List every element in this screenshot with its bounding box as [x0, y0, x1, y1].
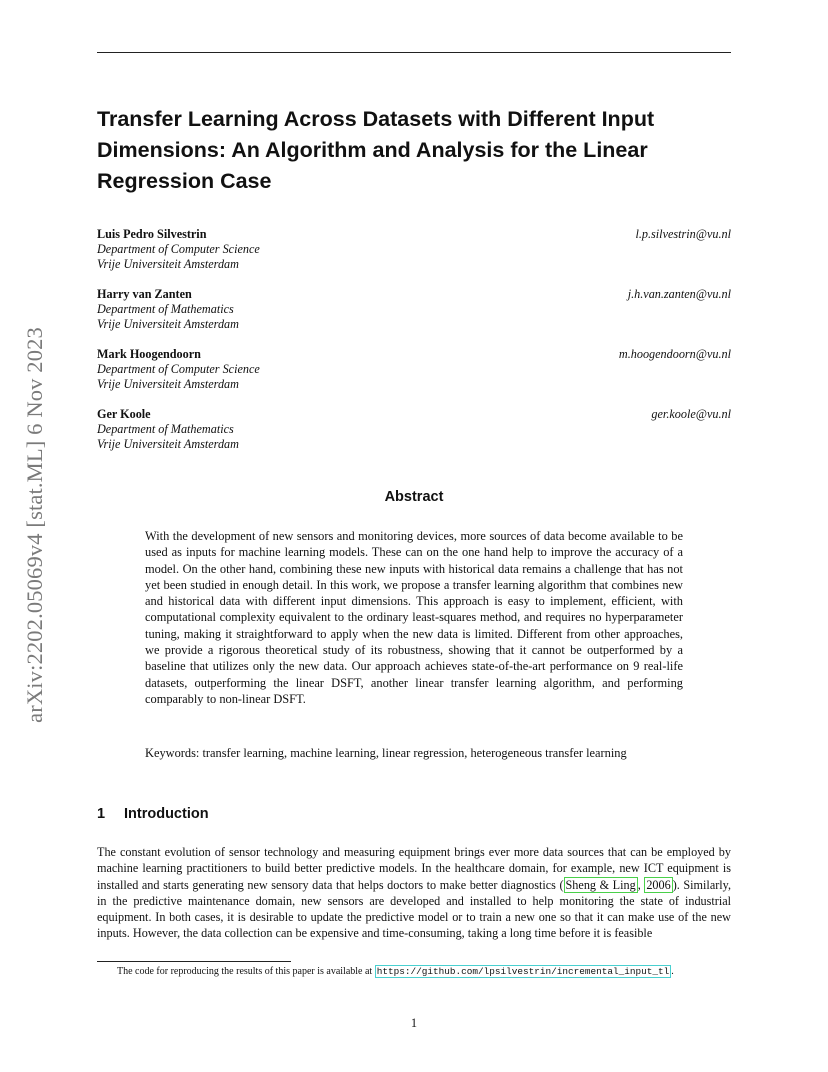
- author-email[interactable]: ger.koole@vu.nl: [651, 407, 731, 421]
- author-university: Vrije Universiteit Amsterdam: [97, 257, 239, 271]
- footnote-rule: [97, 961, 291, 962]
- footnote-end: .: [671, 966, 674, 977]
- citation-link[interactable]: Sheng & Ling: [565, 877, 636, 892]
- intro-text-start: The constant evolution of sensor technology and measuring equipment brings ever more data sources that can be employed by machine learning practitioners to build better predictive models. In the healthcare domain, for example, new ICT equipment is installed and starts generating new sensory data that helps doctors to make better diagnostics (: [97, 845, 731, 892]
- citation-year-link[interactable]: 2006: [646, 877, 671, 892]
- footnote-text: The code for reproducing the results of this paper is available at: [117, 966, 375, 977]
- citation-separator: ,: [637, 877, 645, 892]
- author-block: [97, 287, 731, 332]
- arxiv-identifier: [22, 285, 48, 765]
- paper-title: Transfer Learning Across Datasets with Different Input Dimensions: An Algorithm and Analysis for the Linear Regression Case: [97, 107, 655, 193]
- author-department: Department of Mathematics: [97, 422, 234, 436]
- author-email[interactable]: m.hoogendoorn@vu.nl: [618, 347, 731, 361]
- author-email[interactable]: l.p.silvestrin@vu.nl: [635, 227, 731, 241]
- author-name: Mark Hoogendoorn: [97, 347, 201, 361]
- author-university: Vrije Universiteit Amsterdam: [97, 377, 239, 391]
- code-url-link[interactable]: https://github.com/lpsilvestrin/incremental_input_tl: [376, 966, 670, 977]
- author-department: Department of Computer Science: [97, 242, 260, 256]
- page-number: 1: [410, 1016, 418, 1030]
- intro-text-end: ). Similarly, in the predictive maintenance domain, new sensors are developed and installed to help monitoring the state of industrial equipment. In both cases, it is desirable to update the predictive model or to train a new one so that it can make use of the new inputs. However, the data collection can be expensive and time-consuming, taking a long time before it is feasible: [97, 877, 732, 941]
- author-department: Department of Computer Science: [97, 362, 260, 376]
- author-block: [97, 407, 731, 452]
- author-block: [97, 347, 731, 392]
- abstract-heading: Abstract: [384, 489, 444, 505]
- author-university: Vrije Universiteit Amsterdam: [97, 317, 239, 331]
- author-name: Luis Pedro Silvestrin: [97, 227, 207, 241]
- section-number: 1: [97, 806, 106, 822]
- section-heading: [97, 806, 209, 822]
- author-university: Vrije Universiteit Amsterdam: [97, 437, 239, 451]
- author-name: Harry van Zanten: [97, 287, 192, 301]
- footnote: [97, 965, 731, 979]
- author-name: Ger Koole: [97, 407, 151, 421]
- intro-paragraph: [97, 844, 731, 942]
- author-department: Department of Mathematics: [97, 302, 234, 316]
- author-email[interactable]: j.h.van.zanten@vu.nl: [627, 287, 731, 301]
- section-title: Introduction: [124, 806, 209, 822]
- top-rule: [97, 52, 731, 53]
- author-block: [97, 227, 731, 272]
- keywords: Keywords: transfer learning, machine learning, linear regression, heterogeneous transfer learning: [145, 746, 627, 760]
- arxiv-identifier-text[interactable]: arXiv:2202.05069v4 [stat.ML] 6 Nov 2023: [22, 327, 47, 723]
- abstract-text: With the development of new sensors and monitoring devices, more sources of data become available to be used as inputs for machine learning models. These can on the one hand help to improve the accuracy of a model. On the other hand, combining these new inputs with historical data remains a challenge that has not yet been studied in enough detail. In this work, we propose a transfer learning algorithm that combines new and historical data with different input dimensions. This approach is easy to implement, efficient, with computational complexity equivalent to the ordinary least-squares method, and requires no hyperparameter tuning, making it straightforward to apply when the new data is limited. Different from other approaches, we provide a rigorous theoretical study of its robustness, showing that it cannot be outperformed by a baseline that utilizes only the new data. Our approach achieves state-of-the-art performance on 9 real-life datasets, outperforming the linear DSFT, another linear transfer learning algorithm, and performing comparably to non-linear DSFT.: [145, 529, 683, 706]
